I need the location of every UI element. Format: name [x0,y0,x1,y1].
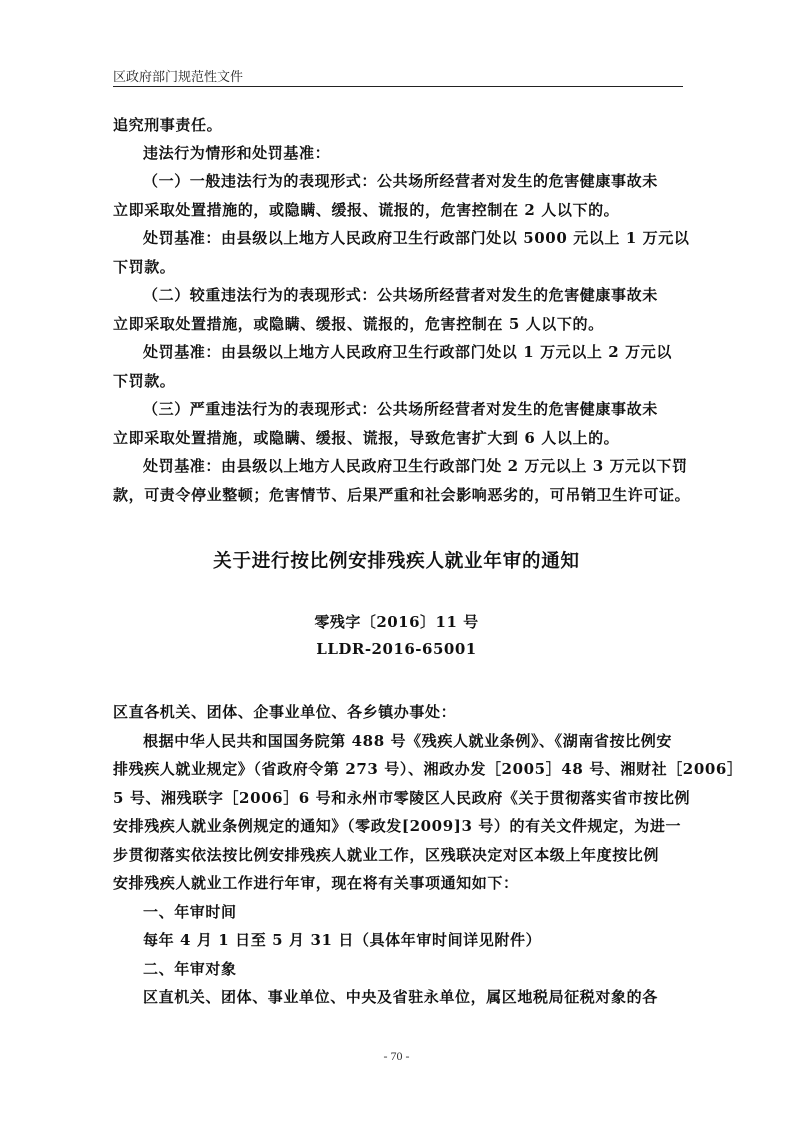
page-number: - 70 - [383,1049,410,1063]
paragraph-line: 安排残疾人就业条例规定的通知》（零政发[2009]3 号）的有关文件规定，为进一 [113,817,682,835]
paragraph-line: （一）一般违法行为的表现形式：公共场所经营者对发生的危害健康事故未 [143,172,658,190]
paragraph-line: 排残疾人就业规定》（省政府令第 273 号）、湘政办发［2005］48 号、湘财社［2006］ [113,760,743,778]
paragraph-line: 步贯彻落实依法按比例安排残疾人就业工作，区残联决定对区本级上年度按比例 [113,846,660,864]
running-header: 区政府部门规范性文件 [113,70,244,85]
paragraph-line: 款，可责令停业整顿；危害情节、后果严重和社会影响恶劣的，可吊销卫生许可证。 [113,486,691,504]
paragraph-line: 立即采取处置措施，或隐瞒、缓报、谎报的，危害控制在 5 人以下的。 [113,315,604,333]
paragraph-line: 处罚基准：由县级以上地方人民政府卫生行政部门处以 1 万元以上 2 万元以 [143,343,672,361]
paragraph-line: （三）严重违法行为的表现形式：公共场所经营者对发生的危害健康事故未 [143,400,658,418]
registration-number: LLDR-2016-65001 [316,640,477,658]
section-heading: 二、年审对象 [143,960,237,978]
paragraph-line: 根据中华人民共和国国务院第 488 号《残疾人就业条例》、《湖南省按比例安 [143,732,672,750]
paragraph-line: 追究刑事责任。 [113,116,223,134]
paragraph-line: 下罚款。 [113,258,176,276]
paragraph-line: 安排残疾人就业工作进行年审，现在将有关事项通知如下： [113,874,519,892]
addressee: 区直各机关、团体、企事业单位、各乡镇办事处： [113,703,457,721]
paragraph-line: 立即采取处置措施的，或隐瞒、缓报、谎报的，危害控制在 2 人以下的。 [113,201,620,219]
notice-title: 关于进行按比例安排残疾人就业年审的通知 [213,551,580,572]
header-divider [113,86,683,87]
document-number: 零残字〔2016〕11 号 [314,613,479,631]
paragraph-line: 每年 4 月 1 日至 5 月 31 日（具体年审时间详见附件） [143,931,542,949]
paragraph-line: 5 号、湘残联字［2006］6 号和永州市零陵区人民政府《关于贯彻落实省市按比例 [113,789,691,807]
paragraph-line: 处罚基准：由县级以上地方人民政府卫生行政部门处 2 万元以上 3 万元以下罚 [143,457,688,475]
paragraph-line: （二）较重违法行为的表现形式：公共场所经营者对发生的危害健康事故未 [143,286,658,304]
paragraph-line: 区直机关、团体、事业单位、中央及省驻永单位，属区地税局征税对象的各 [143,988,658,1006]
paragraph-line: 违法行为情形和处罚基准： [143,144,331,162]
paragraph-line: 立即采取处置措施，或隐瞒、缓报、谎报，导致危害扩大到 6 人以上的。 [113,429,620,447]
paragraph-line: 下罚款。 [113,372,176,390]
section-heading: 一、年审时间 [143,903,237,921]
paragraph-line: 处罚基准：由县级以上地方人民政府卫生行政部门处以 5000 元以上 1 万元以 [143,229,690,247]
